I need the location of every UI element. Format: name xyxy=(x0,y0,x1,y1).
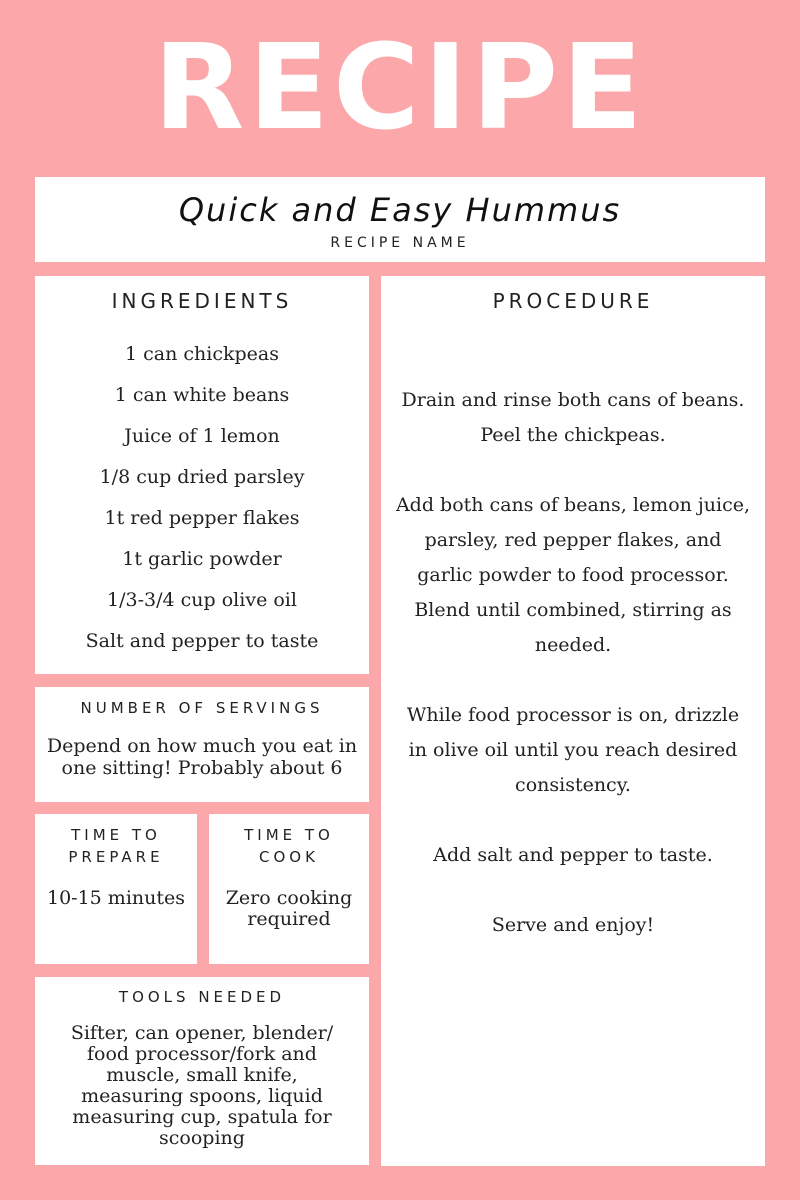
prep-time-value: 10-15 minutes xyxy=(46,887,185,909)
servings-card xyxy=(35,687,369,802)
procedure-step: Add both cans of beans, lemon juice, parsley, red pepper flakes, and garlic powder to food processor. Blend until combined, stirring as needed. xyxy=(395,494,751,656)
ingredient-item: Salt and pepper to taste xyxy=(85,630,319,652)
prep-time-heading: TIME TO PREPARE xyxy=(68,826,164,866)
ingredient-item: 1/3-3/4 cup olive oil xyxy=(107,589,297,611)
ingredient-item: 1 can white beans xyxy=(114,384,290,406)
procedure-step: While food processor is on, drizzle in olive oil until you reach desired consistency. xyxy=(406,704,740,796)
recipe-name-label: RECIPE NAME xyxy=(330,235,470,251)
servings-heading: NUMBER OF SERVINGS xyxy=(80,699,324,717)
recipe-name-value: Quick and Easy Hummus xyxy=(178,191,622,229)
ingredient-item: 1 can chickpeas xyxy=(125,343,279,365)
procedure-card xyxy=(381,276,765,1166)
ingredients-card xyxy=(35,276,369,674)
procedure-step: Drain and rinse both cans of beans. Peel the chickpeas. xyxy=(401,389,745,446)
ingredients-heading: INGREDIENTS xyxy=(111,289,293,313)
cook-time-card xyxy=(209,814,369,964)
ingredients-list xyxy=(35,343,369,671)
tools-value: Sifter, can opener, blender/ food processor/fork and muscle, small knife, measuring spoons, liquid measuring cup, spatula for scooping xyxy=(70,1022,334,1149)
recipe-name-card xyxy=(35,177,765,262)
tools-card xyxy=(35,977,369,1165)
cook-time-value: Zero cooking required xyxy=(225,887,353,930)
cook-time-heading: TIME TO COOK xyxy=(244,826,334,866)
prep-time-card xyxy=(35,814,197,964)
servings-value: Depend on how much you eat in one sitting! Probably about 6 xyxy=(46,735,358,779)
procedure-step: Add salt and pepper to taste. xyxy=(433,844,713,866)
procedure-steps xyxy=(381,383,765,943)
procedure-heading: PROCEDURE xyxy=(492,289,654,313)
ingredient-item: Juice of 1 lemon xyxy=(124,425,280,447)
ingredient-item: 1t red pepper flakes xyxy=(104,507,300,529)
page-title: RECIPE xyxy=(153,18,647,156)
ingredient-item: 1t garlic powder xyxy=(122,548,282,570)
tools-heading: TOOLS NEEDED xyxy=(118,988,286,1006)
ingredient-item: 1/8 cup dried parsley xyxy=(99,466,305,488)
procedure-step: Serve and enjoy! xyxy=(491,914,655,936)
